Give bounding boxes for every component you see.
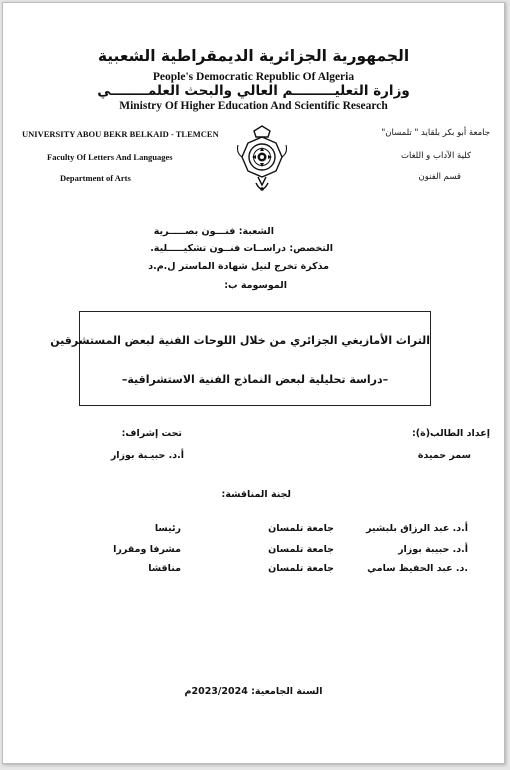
committee-member-institution: جامعة تلمسان [268,563,334,574]
committee-member-role: مشرفا ومقررا [113,544,181,555]
degree-line: مذكرة تخرج لنيل شهادة الماستر ل.م.د [148,261,329,272]
committee-member-role: مناقشا [148,563,181,574]
university-name-english: UNIVERSITY ABOU BEKR BELKAID - TLEMCEN [22,129,219,139]
university-emblem-icon [232,123,292,199]
supervisor-name: أ.د. حبيـبة بوزار [110,450,184,461]
committee-member-institution: جامعة تلمسان [268,523,334,534]
committee-member-institution: جامعة تلمسان [268,544,334,555]
republic-arabic: الجمهورية الجزائرية الديمقراطية الشعبية [97,47,410,65]
republic-english: People's Democratic Republic Of Algeria [152,71,355,83]
faculty-name-english: Faculty Of Letters And Languages [47,152,173,162]
titled-line: الموسومة ب: [224,280,287,291]
academic-year: السنة الجامعية: 2023/2024م [184,686,323,697]
thesis-subtitle: –دراسة تحليلية لبعض النماذج الفنية الاستشراقية– [121,373,389,386]
student-label: إعداد الطالب(ة): [411,428,490,439]
ministry-arabic: وزارة التعليـــــــــم العالي والبحث العلمــــــــي [97,83,410,99]
committee-member-name: أ.د. حبيبة بوزار [398,544,468,555]
committee-member-name: أ.د. عبد الرزاق بلبشير [366,523,468,534]
committee-member-role: رئيسا [154,523,181,534]
student-name: سمر حميدة [417,450,471,461]
supervisor-label: تحت إشراف: [121,428,182,439]
specialty-line: التخصص: دراســات فنــون تشكيـــــلية. [150,243,333,254]
department-name-english: Department of Arts [60,173,131,183]
committee-label: لجنة المناقشة: [221,489,291,500]
faculty-name-arabic: كلية الآداب و اللغات [400,151,471,161]
committee-member-name: .د. عبد الحفيظ سامي [367,563,468,574]
branch-line: الشعبة: فنـــون بصـــــرية [153,226,274,237]
university-name-arabic: جامعة أبو بكر بلقايد " تلمسان" [381,128,490,138]
ministry-english: Ministry Of Higher Education And Scientific Research [119,100,388,112]
document-page [2,2,505,764]
thesis-title: التراث الأمازيغي الجزائري من خلال اللوحات الفنية لبعض المستشرقين [50,334,430,347]
thesis-title-box [50,311,431,406]
department-name-arabic: قسم الفنون [418,172,461,182]
